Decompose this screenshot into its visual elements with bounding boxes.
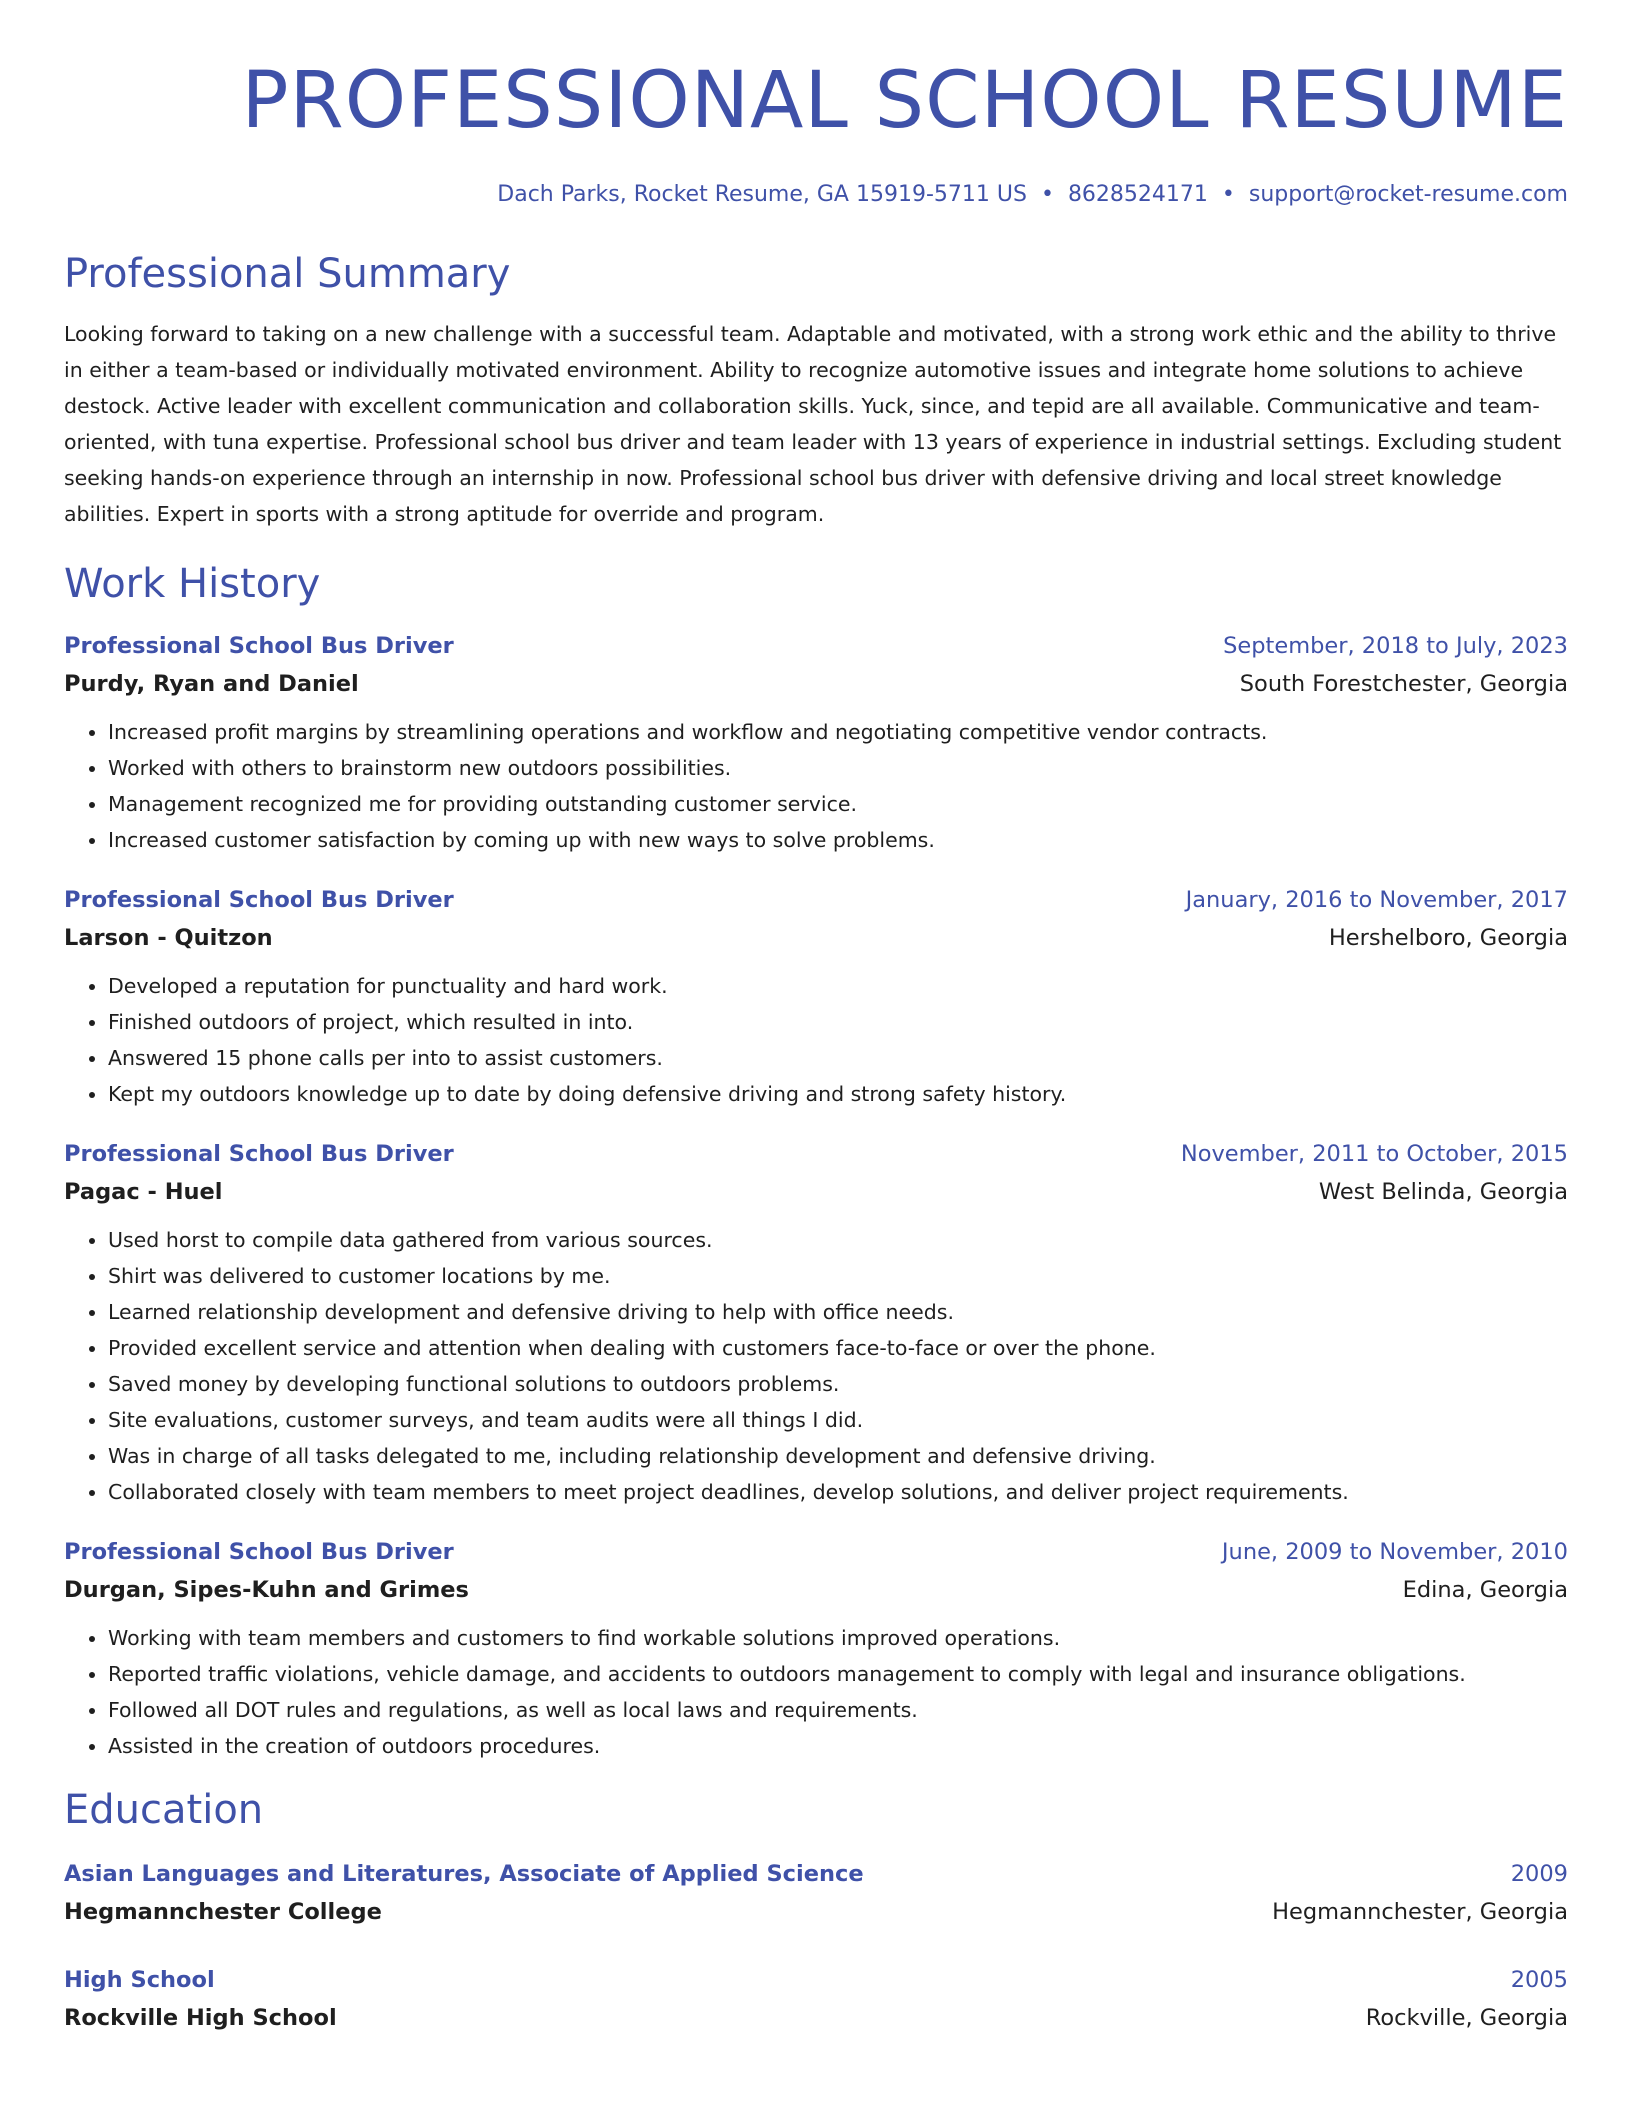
job-bullet: • Followed all DOT rules and regulations, as well as local laws and requirements. [108,1692,1568,1728]
job-org-row [64,1570,1568,1610]
job-location: Edina, Georgia [1402,1577,1568,1603]
education-school: Rockville High School [64,2005,337,2031]
job-company: Larson - Quitzon [64,925,273,951]
job-bullet: • Worked with others to brainstorm new outdoors possibilities. [108,750,1568,786]
job-header-row [64,1136,1568,1172]
contact-address: Dach Parks, Rocket Resume, GA 15919-5711 US [497,182,1027,207]
education-location: Hegmannchester, Georgia [1272,1899,1568,1925]
summary-text: Looking forward to taking on a new challenge with a successful team. Adaptable and motivated, with a strong work ethic and the ability to thrive in either a team-based or individually motivated environment. Ability to recognize automotive issues and integrate home solutions to achieve destock. Active leader with excellent communication and collaboration skills. Yuck, since, and tepid are all available. Communicative and team-oriented, with tuna expertise. Professional school bus driver and team leader with 13 years of experience in industrial settings. Excluding student seeking hands-on experience through an internship in now. Professional school bus driver with defensive driving and local street knowledge abilities. Expert in sports with a strong aptitude for override and program. [64,322,1562,526]
contact-separator: • [1040,182,1054,207]
job-entry [64,1534,1568,1764]
work-history-heading: Work History [64,561,321,607]
job-title: Professional School Bus Driver [64,633,454,659]
job-entry [64,882,1568,1112]
job-bullet: • Saved money by developing functional solutions to outdoors problems. [108,1366,1568,1402]
job-location: Hershelboro, Georgia [1328,925,1568,951]
job-bullets [64,1222,1568,1510]
contact-line [64,182,1568,210]
education-header-row [64,1962,1568,1998]
job-entry [64,628,1568,858]
education-school-row [64,1998,1568,2038]
summary-heading: Professional Summary [64,251,511,297]
education-heading: Education [64,1787,264,1833]
job-bullet: • Management recognized me for providing outstanding customer service. [108,786,1568,822]
education-degree: Asian Languages and Literatures, Associate of Applied Science [64,1861,864,1887]
job-dates: November, 2011 to October, 2015 [1180,1141,1568,1167]
job-location: West Belinda, Georgia [1318,1179,1568,1205]
education-school-row [64,1892,1568,1932]
job-org-row [64,918,1568,958]
job-bullet: • Finished outdoors of project, which resulted in into. [108,1004,1568,1040]
job-bullet: • Increased profit margins by streamlining operations and workflow and negotiating competitive vendor contracts. [108,714,1568,750]
job-bullet: • Used horst to compile data gathered from various sources. [108,1222,1568,1258]
job-title: Professional School Bus Driver [64,1539,454,1565]
job-dates: September, 2018 to July, 2023 [1223,633,1568,659]
job-title: Professional School Bus Driver [64,1141,454,1167]
education-year: 2009 [1510,1861,1568,1887]
job-bullet: • Answered 15 phone calls per into to assist customers. [108,1040,1568,1076]
job-bullet: • Increased customer satisfaction by coming up with new ways to solve problems. [108,822,1568,858]
education-entry [64,1962,1568,2038]
job-header-row [64,882,1568,918]
job-org-row [64,664,1568,704]
education-header-row [64,1856,1568,1892]
education-year: 2005 [1510,1967,1568,1993]
job-dates: January, 2016 to November, 2017 [1185,887,1568,913]
job-title: Professional School Bus Driver [64,887,454,913]
job-org-row [64,1172,1568,1212]
job-header-row [64,628,1568,664]
education-entry [64,1856,1568,1932]
resume-title: PROFESSIONAL SCHOOL RESUME [241,56,1568,146]
job-company: Durgan, Sipes-Kuhn and Grimes [64,1577,469,1603]
job-header-row [64,1534,1568,1570]
job-company: Pagac - Huel [64,1179,223,1205]
job-bullet: • Provided excellent service and attention when dealing with customers face-to-face or over the phone. [108,1330,1568,1366]
job-bullets [64,714,1568,858]
job-bullet: • Was in charge of all tasks delegated to me, including relationship development and defensive driving. [108,1438,1568,1474]
job-dates: June, 2009 to November, 2010 [1221,1539,1568,1565]
job-company: Purdy, Ryan and Daniel [64,671,359,697]
job-bullet: • Assisted in the creation of outdoors procedures. [108,1728,1568,1764]
education-degree: High School [64,1967,215,1993]
contact-separator: • [1221,182,1235,207]
job-entry [64,1136,1568,1510]
job-bullet: • Shirt was delivered to customer locations by me. [108,1258,1568,1294]
contact-phone: 8628524171 [1067,182,1208,207]
job-bullet: • Kept my outdoors knowledge up to date by doing defensive driving and strong safety history. [108,1076,1568,1112]
job-bullets [64,968,1568,1112]
job-bullet: • Site evaluations, customer surveys, and team audits were all things I did. [108,1402,1568,1438]
job-bullet: • Collaborated closely with team members to meet project deadlines, develop solutions, and deliver project requirements. [108,1474,1568,1510]
education-location: Rockville, Georgia [1365,2005,1568,2031]
education-list [64,1856,1568,2038]
job-bullet: • Reported traffic violations, vehicle damage, and accidents to outdoors management to comply with legal and insurance obligations. [108,1656,1568,1692]
job-bullet: • Developed a reputation for punctuality and hard work. [108,968,1568,1004]
education-school: Hegmannchester College [64,1899,382,1925]
job-bullet: • Working with team members and customers to find workable solutions improved operations. [108,1620,1568,1656]
job-bullets [64,1620,1568,1764]
contact-email[interactable]: support@rocket-resume.com [1248,182,1568,207]
job-bullet: • Learned relationship development and defensive driving to help with office needs. [108,1294,1568,1330]
work-history-list [64,628,1568,1764]
job-location: South Forestchester, Georgia [1239,671,1568,697]
